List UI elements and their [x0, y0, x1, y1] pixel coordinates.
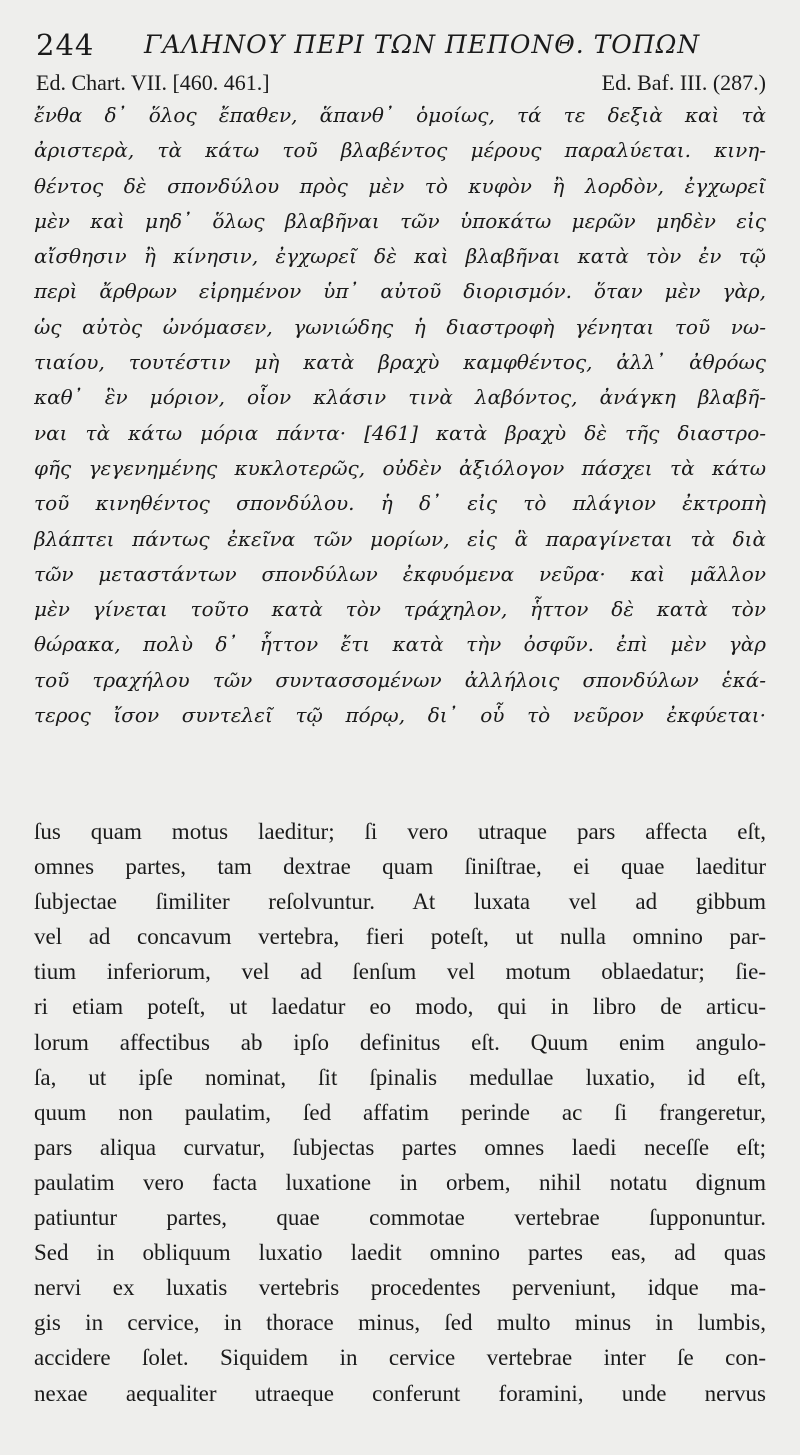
- latin-text-line: quum non paulatim, ſed affatim perinde ac ſi frangeretur,: [34, 1099, 766, 1125]
- latin-text-line: ſus quam motus laeditur; ſi vero utraque pars affecta eſt,: [34, 819, 766, 844]
- latin-text-line: ri etiam poteſt, ut laedatur eo modo, qui in libro de articu-: [34, 994, 766, 1020]
- latin-text-line: nexae aequaliter utraeque conferunt foramini, unde nervus: [34, 1380, 766, 1406]
- running-head: [36, 28, 766, 62]
- greek-text-block: [34, 98, 766, 733]
- running-title: ΓΑΛΗΝΟΥ ΠΕΡΙ ΤΩΝ ΠΕΠΟΝΘ. ΤΟΠΩΝ: [144, 30, 701, 59]
- greek-text-line: φῆς γεγενημένης κυκλοτερῶς, οὐδὲν ἀξιόλογον πάσχει τὰ κάτω: [34, 455, 766, 480]
- latin-text-line: tium inferiorum, vel ad ſenſum vel motum oblaedatur; ſie-: [34, 959, 766, 985]
- greek-text-line: μὲν καὶ μηδ᾽ ὅλως βλαβῆναι τῶν ὑποκάτω μερῶν μηδὲν εἰς: [34, 208, 766, 233]
- greek-text-line: μὲν γίνεται τοῦτο κατὰ τὸν τράχηλον, ἧττον δὲ κατὰ τὸν: [34, 597, 766, 622]
- edition-basel-reference: Ed. Baf. III. (287.): [601, 70, 766, 95]
- greek-text-line: καθ᾽ ἓν μόριον, οἷον κλάσιν τινὰ λαβόντος, ἀνάγκη βλαβῆ-: [34, 385, 766, 410]
- greek-text-line: τῶν μεταστάντων σπονδύλων ἐκφυόμενα νεῦρα· καὶ μᾶλλον: [34, 561, 766, 586]
- page-number: 244: [36, 28, 95, 62]
- latin-text-line: patiuntur partes, quae commotae vertebrae ſupponuntur.: [34, 1205, 766, 1231]
- latin-text-line: omnes partes, tam dextrae quam ſiniſtrae, ei quae laeditur: [34, 854, 766, 880]
- latin-text-line: vel ad concavum vertebra, fieri poteſt, ut nulla omnino par-: [34, 924, 766, 950]
- greek-text-line: θώρακα, πολὺ δ᾽ ἧττον ἔτι κατὰ τὴν ὀσφῦν. ἐπὶ μὲν γὰρ: [34, 632, 766, 657]
- latin-text-block: [34, 814, 766, 1411]
- greek-text-line: τερος ἴσον συντελεῖ τῷ πόρῳ, δι᾽ οὗ τὸ νεῦρον ἐκφύεται·: [34, 703, 766, 728]
- edition-chartier-reference: Ed. Chart. VII. [460. 461.]: [36, 70, 270, 95]
- greek-text-line: ναι τὰ κάτω μόρια πάντα· [461] κατὰ βραχὺ δὲ τῆς διαστρο-: [34, 420, 766, 445]
- latin-text-line: nervi ex luxatis vertebris procedentes perveniunt, idque ma-: [34, 1275, 766, 1301]
- greek-text-line: τιαίου, τουτέστιν μὴ κατὰ βραχὺ καμφθέντος, ἀλλ᾽ ἀθρόως: [34, 350, 766, 375]
- latin-text-line: gis in cervice, in thorace minus, ſed multo minus in lumbis,: [34, 1310, 766, 1336]
- latin-text-line: accidere ſolet. Siquidem in cervice vertebrae inter ſe con-: [34, 1345, 766, 1371]
- greek-text-line: αἴσθησιν ἢ κίνησιν, ἐγχωρεῖ δὲ καὶ βλαβῆναι κατὰ τὸν ἐν τῷ: [34, 244, 766, 269]
- greek-text-line: ὡς αὐτὸς ὠνόμασεν, γωνιώδης ἡ διαστροφὴ γένηται τοῦ νω-: [34, 314, 766, 339]
- greek-text-line: θέντος δὲ σπονδύλου πρὸς μὲν τὸ κυφὸν ἢ λορδὸν, ἐγχωρεῖ: [34, 173, 766, 198]
- greek-text-line: τοῦ κινηθέντος σπονδύλου. ἡ δ᾽ εἰς τὸ πλάγιον ἐκτροπὴ: [34, 491, 766, 516]
- edition-reference-line: [36, 70, 766, 100]
- greek-text-line: βλάπτει πάντως ἐκεῖνα τῶν μορίων, εἰς ἃ παραγίνεται τὰ διὰ: [34, 526, 766, 551]
- latin-text-line: ſa, ut ipſe nominat, ſit ſpinalis medullae luxatio, id eſt,: [34, 1064, 766, 1090]
- latin-text-line: paulatim vero facta luxatione in orbem, nihil notatu dignum: [34, 1169, 766, 1195]
- greek-text-line: ἀριστερὰ, τὰ κάτω τοῦ βλαβέντος μέρους παραλύεται. κινη-: [34, 138, 766, 163]
- latin-text-line: lorum affectibus ab ipſo definitus eſt. Quum enim angulo-: [34, 1029, 766, 1055]
- latin-text-line: Sed in obliquum luxatio laedit omnino partes eas, ad quas: [34, 1240, 766, 1266]
- greek-text-line: περὶ ἄρθρων εἰρημένον ὑπ᾽ αὐτοῦ διορισμόν. ὅταν μὲν γὰρ,: [34, 279, 766, 304]
- latin-text-line: pars aliqua curvatur, ſubjectas partes omnes laedi neceſſe eſt;: [34, 1134, 766, 1160]
- greek-text-line: τοῦ τραχήλου τῶν συντασσομένων ἀλλήλοις σπονδύλων ἑκά-: [34, 667, 766, 692]
- greek-text-line: ἔνθα δ᾽ ὅλος ἔπαθεν, ἅπανθ᾽ ὁμοίως, τά τε δεξιὰ καὶ τὰ: [34, 103, 766, 127]
- latin-text-line: ſubjectae ſimiliter reſolvuntur. At luxata vel ad gibbum: [34, 889, 766, 915]
